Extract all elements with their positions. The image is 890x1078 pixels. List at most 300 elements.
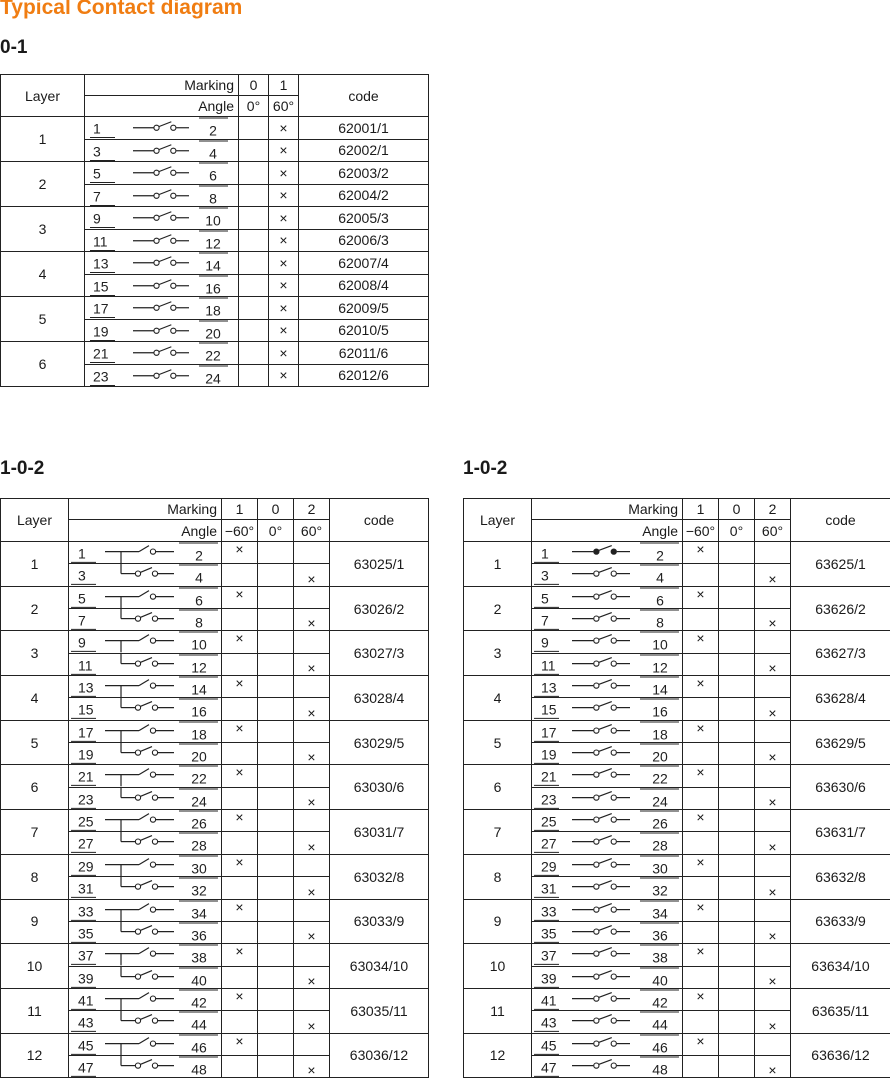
terminal-b: 40 <box>191 972 207 988</box>
terminal-a: 17 <box>78 724 94 740</box>
switch-state-cell <box>239 297 269 320</box>
switch-state-cell: × <box>222 988 258 1010</box>
contact-table-0-1 <box>0 74 429 387</box>
contact-diagram <box>532 542 682 563</box>
layer-number: 2 <box>1 162 85 207</box>
code-cell: 62003/2 <box>299 162 429 185</box>
switch-state-cell <box>258 653 294 675</box>
switch-state-cell <box>719 832 755 854</box>
contact-diagram <box>69 676 221 697</box>
switch-state-cell: × <box>222 586 258 608</box>
switch-state-cell: × <box>294 564 330 586</box>
switch-state-cell <box>258 832 294 854</box>
switch-state-cell <box>258 743 294 765</box>
layer-number: 3 <box>464 631 532 676</box>
contact-diagram <box>69 877 221 898</box>
switch-state-cell <box>239 207 269 230</box>
switch-state-cell <box>294 988 330 1010</box>
contact-diagram <box>85 185 238 207</box>
contact-symbol-icon <box>572 970 630 979</box>
layer-number: 10 <box>1 944 69 989</box>
switch-state-cell: × <box>683 1033 719 1055</box>
terminal-a: 19 <box>541 746 557 762</box>
terminal-b: 22 <box>205 348 221 364</box>
switch-state-cell <box>719 921 755 943</box>
contact-diagram <box>85 320 238 342</box>
contact-diagram <box>532 810 682 831</box>
switch-state-cell: × <box>222 676 258 698</box>
contact-symbol-icon <box>572 769 630 778</box>
changeover-contact-icon <box>105 635 174 653</box>
switch-state-cell <box>719 653 755 675</box>
terminal-a: 25 <box>541 813 557 829</box>
terminal-a: 31 <box>78 881 94 897</box>
switch-state-cell: × <box>269 364 299 387</box>
contact-symbol-icon <box>572 546 630 555</box>
table-row <box>1 720 429 742</box>
contact-diagram <box>69 1034 221 1055</box>
changeover-contact-icon <box>105 903 174 921</box>
code-cell: 63027/3 <box>330 631 429 676</box>
changeover-contact-icon <box>121 564 174 576</box>
terminal-a: 39 <box>78 970 94 986</box>
switch-state-cell <box>719 542 755 564</box>
switch-state-cell <box>683 743 719 765</box>
switch-state-cell <box>222 698 258 720</box>
switch-state-cell: × <box>294 743 330 765</box>
marking-value: 0 <box>719 499 755 520</box>
table-row <box>1 676 429 698</box>
code-cell: 63626/2 <box>791 586 890 631</box>
switch-state-cell <box>719 765 755 787</box>
table-row <box>1 342 429 365</box>
switch-state-cell <box>258 966 294 988</box>
switch-state-cell: × <box>269 162 299 185</box>
terminal-b: 30 <box>191 860 207 876</box>
switch-state-cell <box>683 787 719 809</box>
switch-state-cell <box>294 944 330 966</box>
contact-symbol-icon <box>572 635 630 644</box>
contact-symbol-icon <box>572 568 630 577</box>
terminal-a: 45 <box>541 1037 557 1053</box>
switch-state-cell: × <box>294 877 330 899</box>
contact-diagram <box>69 810 221 831</box>
terminal-b: 4 <box>195 570 203 586</box>
switch-state-cell <box>719 854 755 876</box>
layer-number: 6 <box>1 765 69 810</box>
switch-state-cell: × <box>683 988 719 1010</box>
contact-symbol-icon <box>133 189 189 198</box>
terminal-b: 26 <box>652 815 668 831</box>
contact-symbol-icon <box>133 167 189 176</box>
contact-diagram <box>69 564 221 585</box>
table-row <box>464 988 890 1010</box>
terminal-b: 24 <box>652 793 668 809</box>
layer-number: 1 <box>464 542 532 587</box>
switch-state-cell <box>222 787 258 809</box>
switch-state-cell <box>258 1011 294 1033</box>
changeover-contact-icon <box>105 724 174 742</box>
angle-value: 0° <box>258 520 294 542</box>
terminal-a: 13 <box>541 679 557 695</box>
terminal-a: 35 <box>78 925 94 941</box>
switch-state-cell <box>258 676 294 698</box>
contact-diagram <box>69 832 221 853</box>
page-title: Typical Contact diagram <box>0 0 242 20</box>
contact-diagram <box>85 275 238 297</box>
terminal-a: 27 <box>78 836 94 852</box>
contact-symbol-icon <box>133 302 189 311</box>
table-row <box>464 676 890 698</box>
switch-state-cell <box>258 631 294 653</box>
switch-state-cell <box>294 631 330 653</box>
contact-symbol-icon <box>572 925 630 934</box>
switch-state-cell <box>755 586 791 608</box>
terminal-b: 2 <box>656 547 664 563</box>
changeover-contact-icon <box>121 609 174 621</box>
terminal-b: 16 <box>652 704 668 720</box>
terminal-b: 30 <box>652 860 668 876</box>
terminal-a: 11 <box>541 657 556 673</box>
contact-diagram <box>532 832 682 853</box>
contact-symbol-icon <box>133 324 189 333</box>
switch-state-cell <box>222 1055 258 1077</box>
switch-state-cell <box>719 1011 755 1033</box>
switch-state-cell: × <box>755 653 791 675</box>
table-row <box>1 542 429 564</box>
contact-symbol-icon <box>572 791 630 800</box>
layer-number: 9 <box>1 899 69 944</box>
switch-state-cell <box>719 743 755 765</box>
table-row <box>1 988 429 1010</box>
changeover-contact-icon <box>121 832 174 844</box>
switch-state-cell <box>683 698 719 720</box>
switch-state-cell <box>222 743 258 765</box>
changeover-contact-icon <box>105 680 174 698</box>
layer-number: 8 <box>464 854 532 899</box>
changeover-contact-icon <box>121 654 174 666</box>
contact-diagram <box>85 342 238 364</box>
contact-symbol-icon <box>133 347 189 356</box>
contact-diagram <box>85 230 238 252</box>
layer-header: Layer <box>464 499 532 542</box>
switch-state-cell <box>755 854 791 876</box>
contact-symbol-icon <box>572 858 630 867</box>
switch-state-cell <box>294 765 330 787</box>
switch-state-cell: × <box>683 944 719 966</box>
switch-state-cell <box>222 609 258 631</box>
switch-state-cell: × <box>269 117 299 140</box>
terminal-a: 11 <box>93 233 108 249</box>
changeover-contact-icon <box>121 698 174 710</box>
switch-state-cell: × <box>222 810 258 832</box>
code-cell: 62009/5 <box>299 297 429 320</box>
angle-value: 60° <box>755 520 791 542</box>
table-row <box>1 1033 429 1055</box>
switch-state-cell <box>719 810 755 832</box>
switch-state-cell: × <box>269 274 299 297</box>
contact-diagram <box>69 765 221 786</box>
terminal-b: 10 <box>652 637 668 653</box>
contact-diagram <box>69 1011 221 1032</box>
switch-state-cell <box>222 564 258 586</box>
switch-state-cell: × <box>269 229 299 252</box>
table-row <box>1 944 429 966</box>
layer-number: 5 <box>1 297 85 342</box>
terminal-b: 8 <box>209 190 217 206</box>
contact-diagram <box>85 252 238 274</box>
layer-number: 4 <box>1 676 69 721</box>
contact-diagram <box>69 989 221 1010</box>
switch-state-cell <box>258 854 294 876</box>
switch-state-cell <box>294 720 330 742</box>
switch-state-cell <box>755 676 791 698</box>
switch-state-cell: × <box>683 854 719 876</box>
switch-state-cell: × <box>269 207 299 230</box>
table-row <box>1 117 429 140</box>
table-row <box>1 586 429 608</box>
contact-symbol-icon <box>572 590 630 599</box>
layer-number: 12 <box>464 1033 532 1078</box>
changeover-contact-icon <box>105 992 174 1010</box>
contact-diagram <box>532 609 682 630</box>
switch-state-cell <box>258 698 294 720</box>
switch-state-cell <box>755 720 791 742</box>
switch-state-cell <box>719 586 755 608</box>
switch-state-cell <box>258 564 294 586</box>
terminal-a: 29 <box>78 858 94 874</box>
terminal-b: 26 <box>191 815 207 831</box>
switch-state-cell <box>258 877 294 899</box>
contact-diagram <box>85 162 238 184</box>
contact-symbol-icon <box>133 212 189 221</box>
contact-symbol-icon <box>572 881 630 890</box>
terminal-b: 2 <box>195 547 203 563</box>
terminal-a: 9 <box>93 211 101 227</box>
terminal-b: 6 <box>209 168 217 184</box>
terminal-b: 4 <box>656 570 664 586</box>
switch-state-cell <box>719 988 755 1010</box>
switch-state-cell <box>755 542 791 564</box>
terminal-b: 28 <box>191 838 207 854</box>
contact-diagram <box>69 967 221 988</box>
switch-state-cell: × <box>294 698 330 720</box>
contact-symbol-icon <box>572 1037 630 1046</box>
table-row <box>464 542 890 564</box>
switch-state-cell <box>719 631 755 653</box>
terminal-a: 7 <box>93 188 101 204</box>
marking-value: 2 <box>755 499 791 520</box>
terminal-b: 36 <box>652 927 668 943</box>
contact-diagram <box>532 631 682 652</box>
switch-state-cell: × <box>755 1011 791 1033</box>
terminal-a: 5 <box>541 590 549 606</box>
code-cell: 63025/1 <box>330 542 429 587</box>
contact-diagram <box>69 587 221 608</box>
changeover-contact-icon <box>105 546 174 564</box>
terminal-a: 43 <box>541 1015 557 1031</box>
switch-state-cell <box>683 921 719 943</box>
contact-symbol-icon <box>572 657 630 666</box>
switch-state-cell: × <box>222 1033 258 1055</box>
terminal-a: 7 <box>78 612 86 628</box>
table-row <box>1 207 429 230</box>
terminal-a: 29 <box>541 858 557 874</box>
switch-state-cell: × <box>683 631 719 653</box>
switch-state-cell <box>258 542 294 564</box>
layer-number: 7 <box>464 810 532 855</box>
switch-state-cell <box>683 1011 719 1033</box>
contact-diagram <box>69 654 221 675</box>
terminal-a: 3 <box>78 568 86 584</box>
marking-value: 2 <box>294 499 330 520</box>
table-row <box>464 720 890 742</box>
terminal-a: 23 <box>78 791 94 807</box>
terminal-b: 2 <box>209 123 217 139</box>
table-row <box>1 252 429 275</box>
marking-value: 0 <box>239 75 269 96</box>
contact-diagram <box>532 1034 682 1055</box>
terminal-b: 8 <box>195 614 203 630</box>
switch-state-cell: × <box>755 787 791 809</box>
terminal-b: 34 <box>191 905 207 921</box>
code-cell: 63625/1 <box>791 542 890 587</box>
switch-state-cell: × <box>269 252 299 275</box>
layer-header: Layer <box>1 75 85 117</box>
layer-number: 10 <box>464 944 532 989</box>
terminal-a: 1 <box>541 545 549 561</box>
switch-state-cell <box>719 1033 755 1055</box>
code-cell: 63035/11 <box>330 988 429 1033</box>
switch-state-cell: × <box>755 832 791 854</box>
changeover-contact-icon <box>121 967 174 979</box>
terminal-a: 11 <box>78 657 93 673</box>
terminal-b: 24 <box>205 370 221 386</box>
changeover-contact-icon <box>105 1037 174 1055</box>
contact-diagram <box>532 721 682 742</box>
switch-state-cell <box>239 319 269 342</box>
contact-diagram <box>532 944 682 965</box>
layer-number: 6 <box>464 765 532 810</box>
contact-diagram <box>532 676 682 697</box>
contact-diagram <box>532 1011 682 1032</box>
switch-state-cell: × <box>294 1011 330 1033</box>
contact-symbol-icon <box>572 1015 630 1024</box>
terminal-b: 8 <box>656 614 664 630</box>
terminal-a: 21 <box>78 769 94 785</box>
contact-symbol-icon <box>572 814 630 823</box>
terminal-b: 18 <box>205 303 221 319</box>
code-cell: 62007/4 <box>299 252 429 275</box>
contact-diagram <box>69 855 221 876</box>
contact-diagram <box>85 365 238 387</box>
terminal-a: 21 <box>541 769 557 785</box>
terminal-b: 22 <box>652 771 668 787</box>
terminal-b: 38 <box>191 950 207 966</box>
terminal-a: 33 <box>541 903 557 919</box>
code-cell: 63033/9 <box>330 899 429 944</box>
code-cell: 63031/7 <box>330 810 429 855</box>
section-label-1-0-2-left: 1-0-2 <box>0 458 44 480</box>
terminal-a: 23 <box>93 368 109 384</box>
switch-state-cell <box>258 810 294 832</box>
code-cell: 63636/12 <box>791 1033 890 1078</box>
switch-state-cell <box>719 609 755 631</box>
contact-diagram <box>532 1056 682 1077</box>
terminal-b: 14 <box>191 681 207 697</box>
terminal-b: 16 <box>191 704 207 720</box>
terminal-b: 48 <box>191 1061 207 1077</box>
switch-state-cell <box>755 1033 791 1055</box>
table-row <box>464 899 890 921</box>
switch-state-cell: × <box>222 542 258 564</box>
contact-table-1-0-2-left <box>0 498 429 1078</box>
switch-state-cell <box>755 631 791 653</box>
switch-state-cell: × <box>222 899 258 921</box>
switch-state-cell: × <box>683 899 719 921</box>
terminal-b: 16 <box>205 280 221 296</box>
terminal-b: 20 <box>191 748 207 764</box>
angle-value: 60° <box>269 96 299 117</box>
table-row <box>1 765 429 787</box>
switch-state-cell <box>683 832 719 854</box>
terminal-b: 12 <box>205 235 221 251</box>
layer-number: 11 <box>464 988 532 1033</box>
switch-state-cell <box>719 944 755 966</box>
switch-state-cell <box>719 720 755 742</box>
terminal-b: 48 <box>652 1061 668 1077</box>
layer-number: 4 <box>1 252 85 297</box>
switch-state-cell <box>719 966 755 988</box>
code-cell: 63628/4 <box>791 676 890 721</box>
switch-state-cell <box>239 274 269 297</box>
contact-symbol-icon <box>133 234 189 243</box>
terminal-a: 13 <box>78 679 94 695</box>
code-header: code <box>299 75 429 117</box>
terminal-a: 45 <box>78 1037 94 1053</box>
contact-diagram <box>69 788 221 809</box>
terminal-b: 42 <box>652 994 668 1010</box>
terminal-b: 4 <box>209 145 217 161</box>
contact-diagram <box>85 207 238 229</box>
table-row <box>1 631 429 653</box>
code-cell: 63036/12 <box>330 1033 429 1078</box>
contact-diagram <box>69 944 221 965</box>
switch-state-cell <box>683 877 719 899</box>
terminal-b: 14 <box>205 258 221 274</box>
switch-state-cell <box>239 252 269 275</box>
terminal-b: 6 <box>656 592 664 608</box>
contact-diagram <box>532 654 682 675</box>
contact-diagram <box>532 698 682 719</box>
terminal-a: 37 <box>78 948 94 964</box>
switch-state-cell <box>294 854 330 876</box>
switch-state-cell <box>258 988 294 1010</box>
table-row <box>1 899 429 921</box>
terminal-a: 7 <box>541 612 549 628</box>
code-cell: 62005/3 <box>299 207 429 230</box>
switch-state-cell <box>222 832 258 854</box>
switch-state-cell <box>294 542 330 564</box>
switch-state-cell: × <box>269 342 299 365</box>
switch-state-cell <box>719 1055 755 1077</box>
table-row <box>464 944 890 966</box>
terminal-a: 3 <box>93 143 101 159</box>
layer-number: 2 <box>1 586 69 631</box>
contact-symbol-icon <box>572 680 630 689</box>
layer-number: 1 <box>1 542 69 587</box>
angle-label: Angle <box>532 520 683 542</box>
